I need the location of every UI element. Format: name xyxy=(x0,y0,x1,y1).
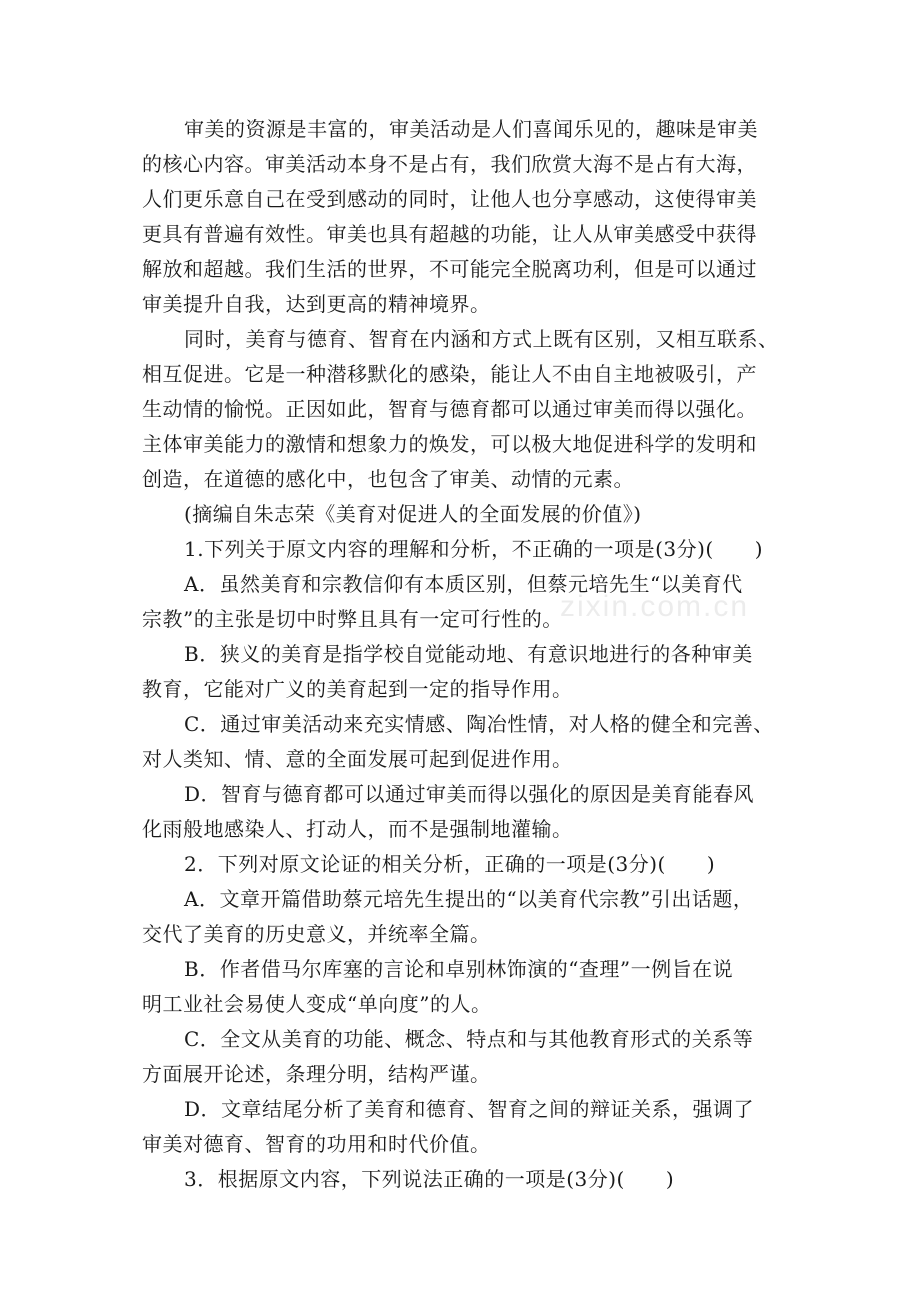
text-line: 解放和超越。我们生活的世界，不可能完全脱离功利，但是可以通过 xyxy=(142,257,757,281)
text-line: 相互促进。它是一种潜移默化的感染，能让人不由自主地被吸引，产 xyxy=(142,362,757,386)
text-line: B．狭义的美育是指学校自觉能动地、有意识地进行的各种审美 xyxy=(184,642,753,666)
text-line: 审美对德育、智育的功用和时代价值。 xyxy=(142,1132,491,1156)
text-line: 教育，它能对广义的美育起到一定的指导作用。 xyxy=(142,677,573,701)
text-line: 审美提升自我，达到更高的精神境界。 xyxy=(142,292,491,316)
text-line: 更具有普遍有效性。审美也具有超越的功能，让人从审美感受中获得 xyxy=(142,222,757,246)
text-line: D．文章结尾分析了美育和德育、智育之间的辩证关系，强调了 xyxy=(184,1097,755,1121)
text-line: 同时，美育与德育、智育在内涵和方式上既有区别，又相互联系、 xyxy=(184,327,779,351)
text-line: 的核心内容。审美活动本身不是占有，我们欣赏大海不是占有大海， xyxy=(142,152,757,176)
text-line: 对人类知、情、意的全面发展可起到促进作用。 xyxy=(142,747,573,771)
watermark: zixin.com.cn xyxy=(560,590,750,623)
text-line: (摘编自朱志荣《美育对促进人的全面发展的价值》) xyxy=(184,502,642,526)
text-line: B．作者借马尔库塞的言论和卓别林饰演的“查理”一例旨在说 xyxy=(184,957,734,981)
text-line: A．文章开篇借助蔡元培先生提出的“以美育代宗教”引出话题， xyxy=(184,887,754,911)
document-body xyxy=(142,112,782,1197)
text-line: 明工业社会易使人变成“单向度”的人。 xyxy=(142,992,492,1016)
text-line: 主体审美能力的激情和想象力的焕发，可以极大地促进科学的发明和 xyxy=(142,432,757,456)
text-line: 人们更乐意自己在受到感动的同时，让他人也分享感动，这使得审美 xyxy=(142,187,757,211)
text-line: 方面展开论述，条理分明，结构严谨。 xyxy=(142,1062,491,1086)
text-line: 2．下列对原文论证的相关分析，正确的一项是(3分)( ) xyxy=(184,852,716,876)
text-line: 宗教”的主张是切中时弊且具有一定可行性的。 xyxy=(142,607,563,631)
text-line: 交代了美育的历史意义，并统率全篇。 xyxy=(142,922,491,946)
text-line: 生动情的愉悦。正因如此，智育与德育都可以通过审美而得以强化。 xyxy=(142,397,757,421)
text-line: 创造，在道德的感化中，也包含了审美、动情的元素。 xyxy=(142,467,634,491)
text-line: 化雨般地感染人、打动人，而不是强制地灌输。 xyxy=(142,817,573,841)
text-line: 1.下列关于原文内容的理解和分析，不正确的一项是(3分)( ) xyxy=(184,537,764,561)
text-line: D．智育与德育都可以通过审美而得以强化的原因是美育能春风 xyxy=(184,782,755,806)
text-line: A．虽然美育和宗教信仰有本质区别，但蔡元培先生“以美育代 xyxy=(184,572,743,596)
text-line: C．通过审美活动来充实情感、陶冶性情，对人格的健全和完善、 xyxy=(184,712,774,736)
text-line: C．全文从美育的功能、概念、特点和与其他教育形式的关系等 xyxy=(184,1027,754,1051)
text-line: 3．根据原文内容，下列说法正确的一项是(3分)( ) xyxy=(184,1167,675,1191)
text-line: 审美的资源是丰富的，审美活动是人们喜闻乐见的，趣味是审美 xyxy=(184,117,758,141)
